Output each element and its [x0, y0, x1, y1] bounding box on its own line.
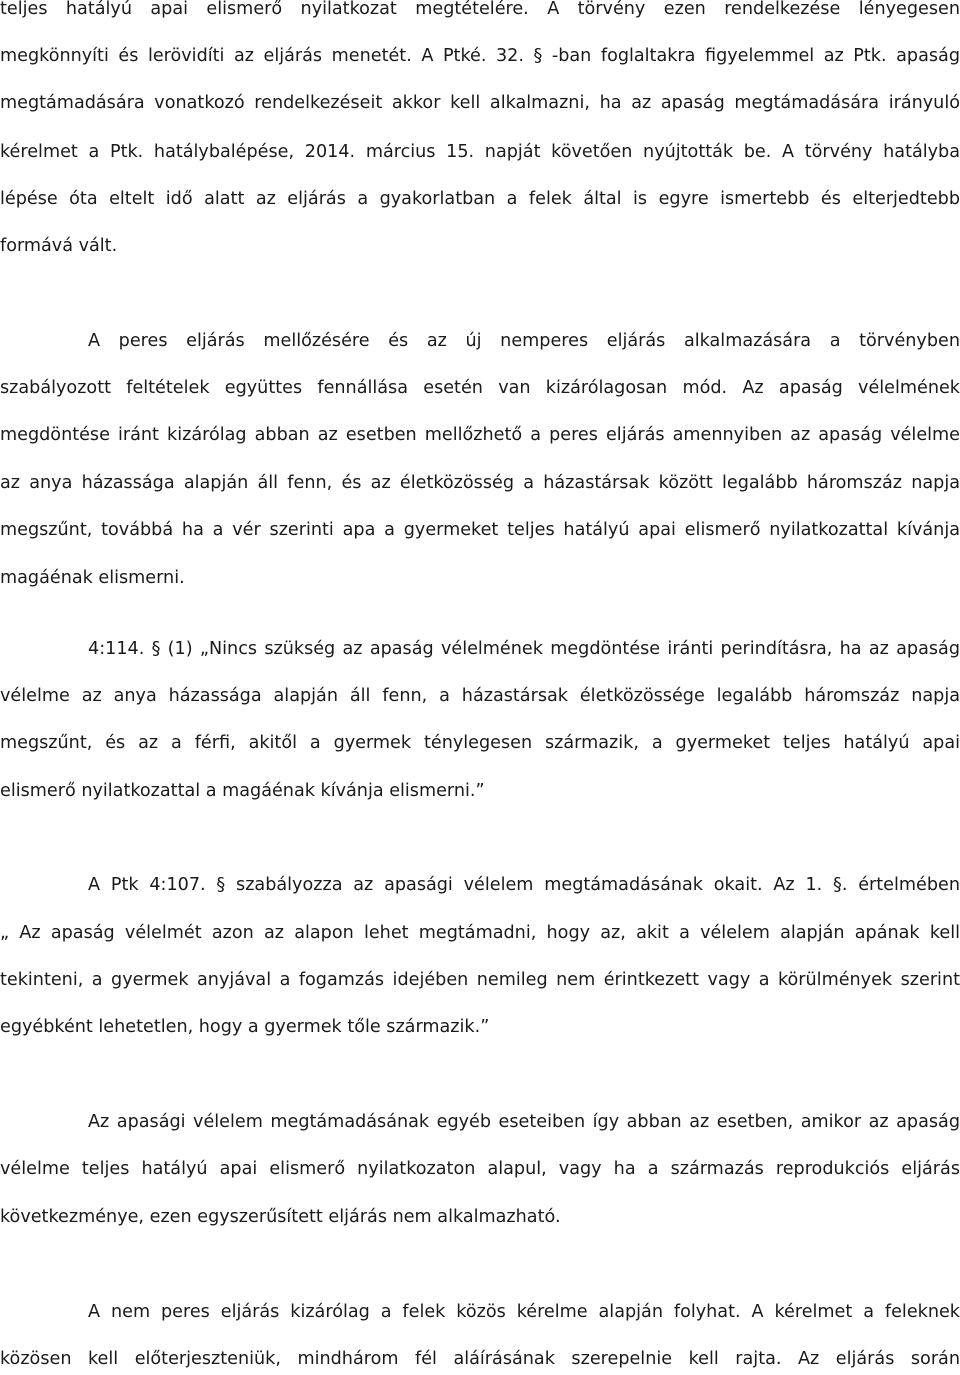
text-line: tekinteni, a gyermek anyjával a fogamzás idejében nemileg nem érintkezett vagy a körülmények szerint [0, 970, 960, 990]
text-line: megkönnyíti és lerövidíti az eljárás menetét. A Ptké. 32. § -ban foglaltakra figyelemmel az Ptk. apaság [0, 46, 960, 66]
text-line: lépése óta eltelt idő alatt az eljárás a gyakorlatban a felek által is egyre ismertebb és elterjedtebb [0, 189, 960, 209]
text-line: az anya házassága alapján áll fenn, és az életközösség a házastársak között legalább háromszáz napja [0, 473, 960, 493]
text-line: megtámadására vonatkozó rendelkezéseit akkor kell alkalmazni, ha az apaság megtámadására irányuló [0, 93, 960, 113]
text-line: A nem peres eljárás kizárólag a felek közös kérelme alapján folyhat. A kérelmet a feleknek [88, 1302, 960, 1322]
text-line: teljes hatályú apai elismerő nyilatkozat megtételére. A törvény ezen rendelkezése lényegesen [0, 0, 960, 19]
text-line: „ Az apaság vélelmét azon az alapon lehet megtámadni, hogy az, akit a vélelem alapján apának kell [0, 923, 960, 943]
text-line: megszűnt, és az a férfi, akitől a gyermek ténylegesen származik, a gyermeket teljes hatályú apai [0, 733, 960, 753]
text-line: közösen kell előterjeszteniük, mindhárom fél aláírásának szerepelnie kell rajta. Az eljárás során [0, 1349, 960, 1369]
text-line: egyébként lehetetlen, hogy a gyermek tőle származik.” [0, 1017, 490, 1037]
text-line: Az apasági vélelem megtámadásának egyéb eseteiben így abban az esetben, amikor az apaság [88, 1112, 960, 1132]
text-line: magáénak elismerni. [0, 568, 185, 588]
text-line: következménye, ezen egyszerűsített eljárás nem alkalmazható. [0, 1207, 561, 1227]
text-line: elismerő nyilatkozattal a magáénak kívánja elismerni.” [0, 781, 485, 801]
text-line: megdöntése iránt kizárólag abban az esetben mellőzhető a peres eljárás amennyiben az apaság vélelme [0, 425, 960, 445]
text-line: szabályozott feltételek együttes fennállása esetén van kizárólagosan mód. Az apaság vélelmének [0, 378, 960, 398]
text-line: kérelmet a Ptk. hatálybalépése, 2014. március 15. napját követően nyújtották be. A törvény hatályba [0, 142, 960, 162]
text-line: megszűnt, továbbá ha a vér szerinti apa a gyermeket teljes hatályú apai elismerő nyilatkozattal kívánja [0, 520, 960, 540]
text-line: vélelme teljes hatályú apai elismerő nyilatkozaton alapul, vagy ha a származás reprodukciós eljárás [0, 1159, 960, 1179]
text-line: vélelme az anya házassága alapján áll fenn, a házastársak életközössége legalább háromszáz napja [0, 686, 960, 706]
text-line: A peres eljárás mellőzésére és az új nemperes eljárás alkalmazására a törvényben [88, 331, 960, 351]
text-line: A Ptk 4:107. § szabályozza az apasági vélelem megtámadásának okait. Az 1. §. értelmében [88, 875, 960, 895]
text-line: 4:114. § (1) „Nincs szükség az apaság vélelmének megdöntése iránti perindításra, ha az apaság [88, 639, 960, 659]
text-line: formává vált. [0, 236, 118, 256]
